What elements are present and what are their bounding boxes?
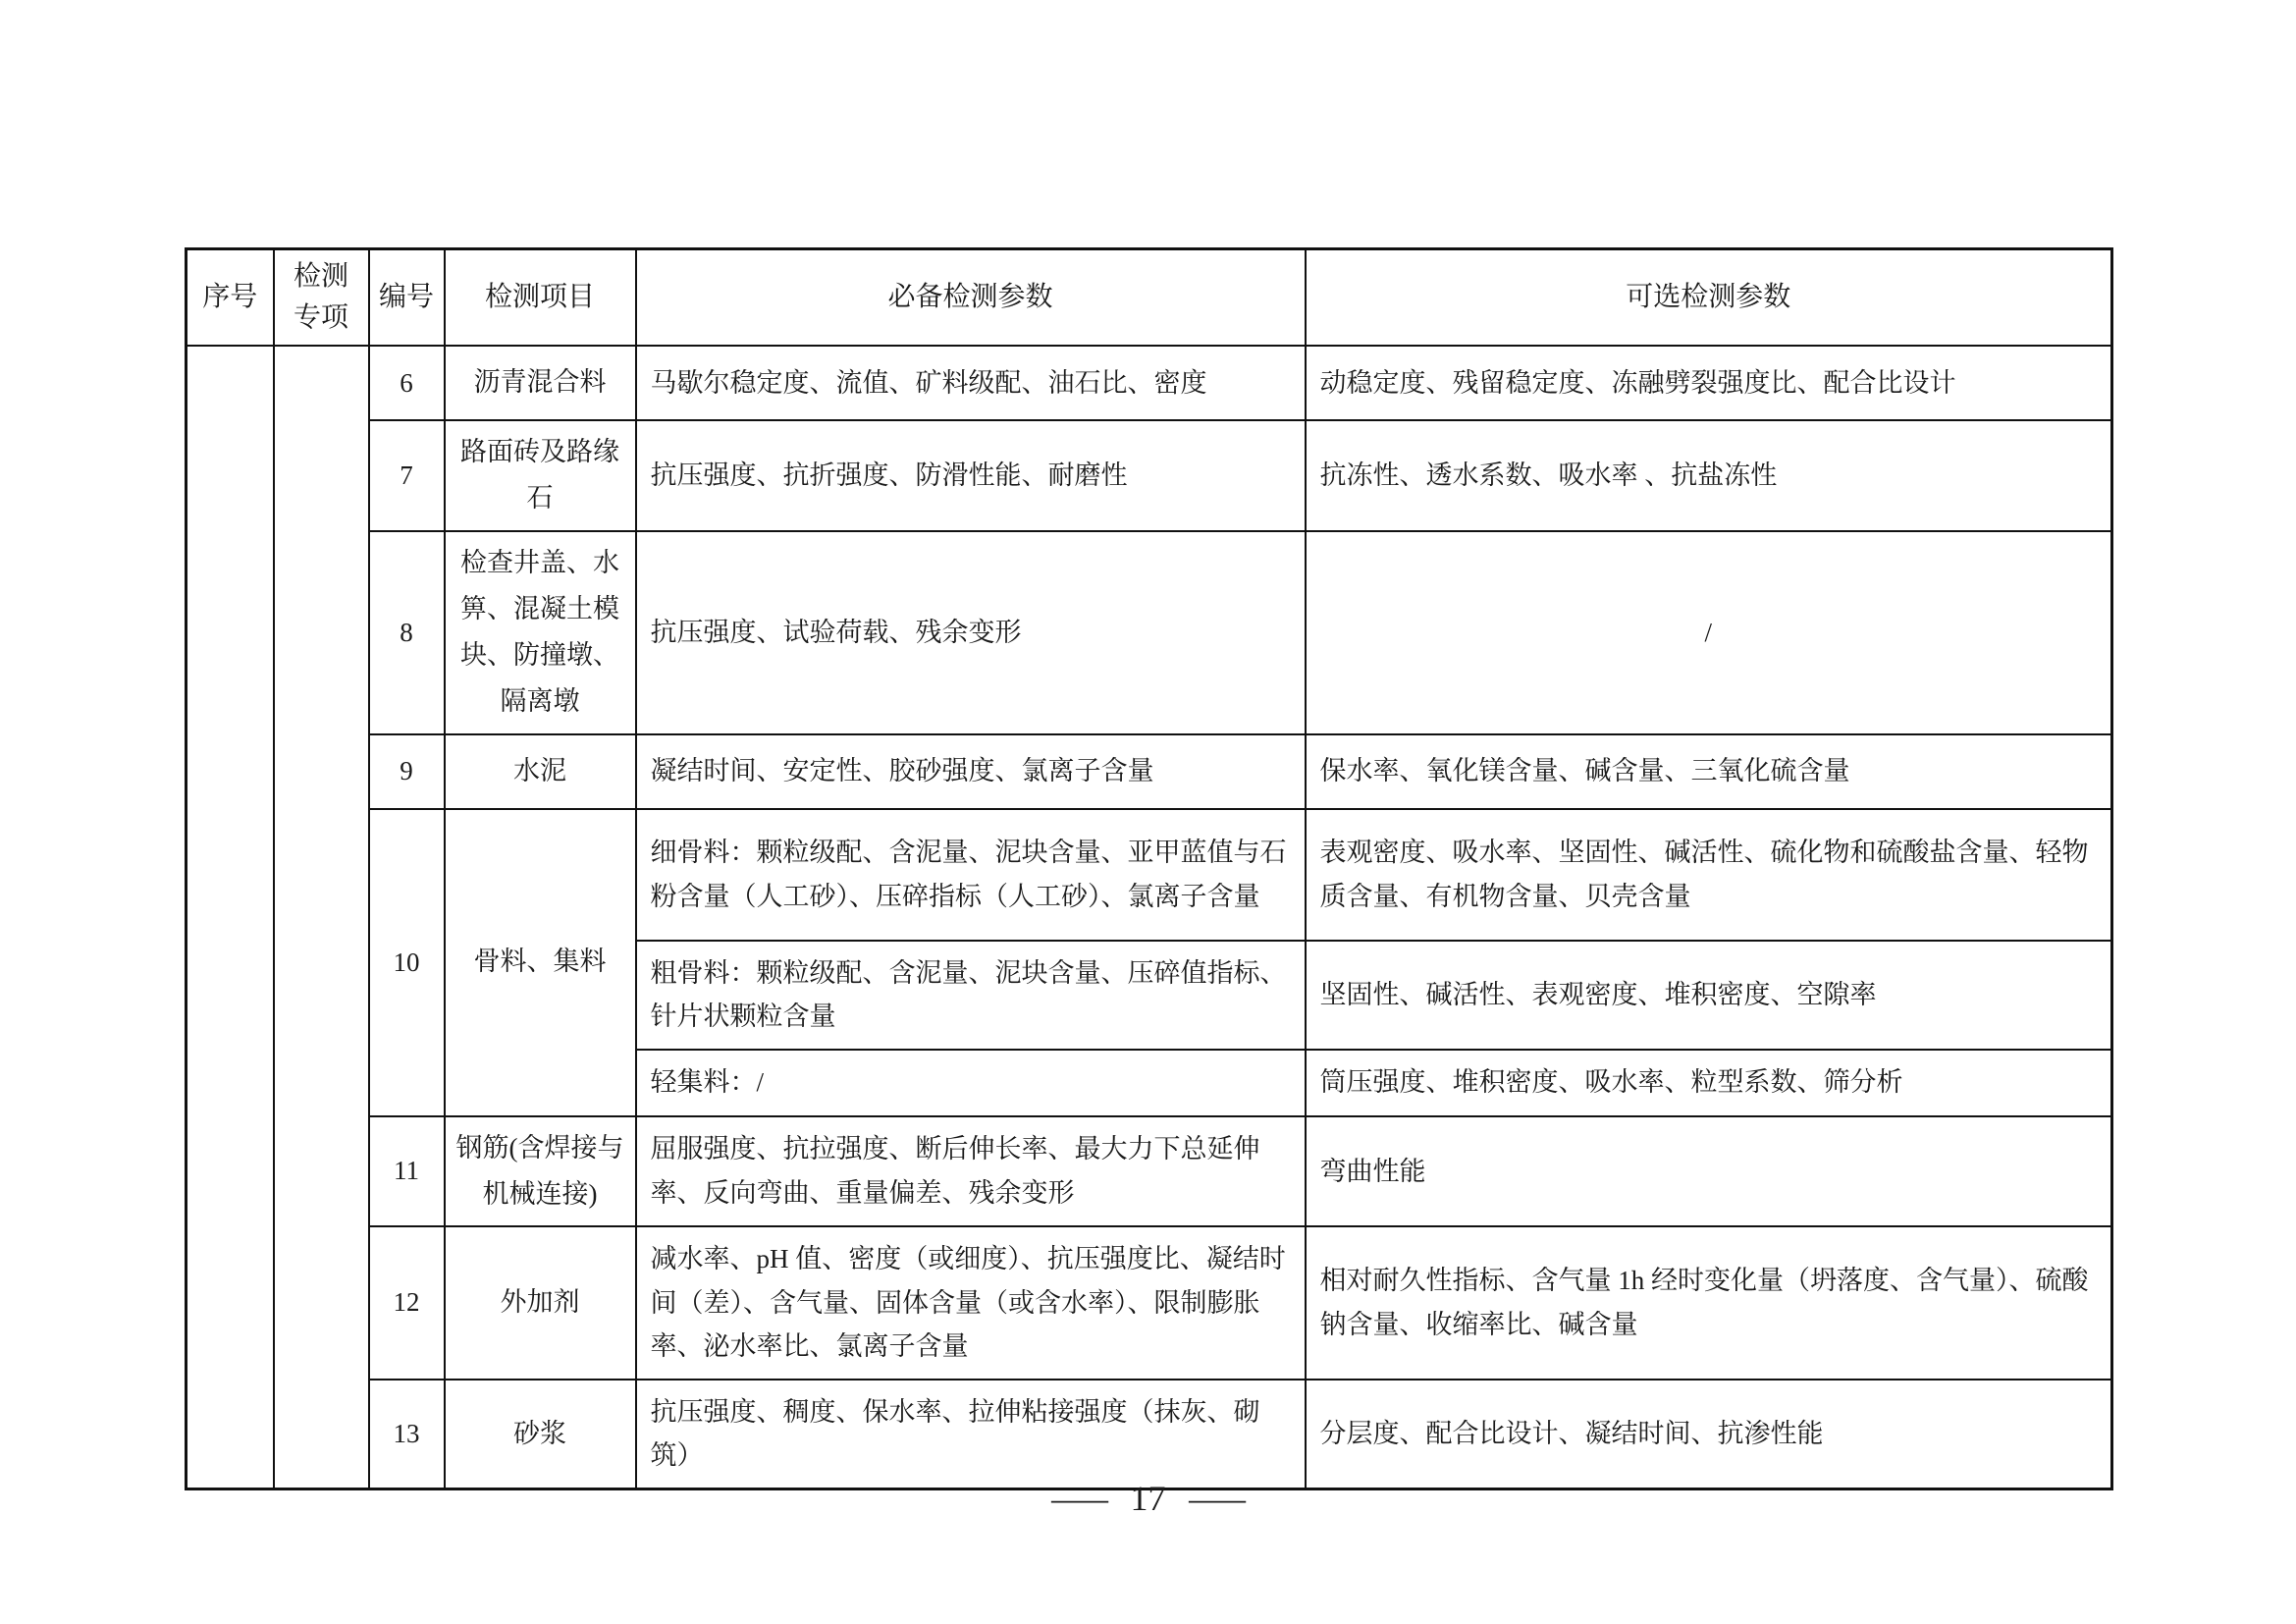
page-number-left-dash: —	[1050, 1479, 1108, 1518]
header-item-number: 编号	[369, 249, 445, 347]
row11-optional: 弯曲性能	[1306, 1116, 2112, 1227]
row7-number: 7	[369, 420, 445, 531]
row10-fine-aggregate-required: 细骨料：颗粒级配、含泥量、泥块含量、亚甲蓝值与石粉含量（人工砂）、压碎指标（人工砂）、氯离子含量	[636, 809, 1306, 941]
row13-optional: 分层度、配合比设计、凝结时间、抗渗性能	[1306, 1380, 2112, 1489]
row7-required: 抗压强度、抗折强度、防滑性能、耐磨性	[636, 420, 1306, 531]
table-row	[187, 734, 2112, 809]
header-optional-parameters: 可选检测参数	[1306, 249, 2112, 347]
table-row	[187, 531, 2112, 734]
row12-optional: 相对耐久性指标、含气量 1h 经时变化量（坍落度、含气量）、硫酸钠含量、收缩率比、碱含量	[1306, 1226, 2112, 1380]
row9-number: 9	[369, 734, 445, 809]
row9-item: 水泥	[445, 734, 636, 809]
table-header-row	[187, 249, 2112, 347]
row11-number: 11	[369, 1116, 445, 1227]
serial-number-empty-cell	[187, 346, 274, 1489]
inspection-parameters-table	[185, 247, 2113, 1490]
row8-item: 检查井盖、水箅、混凝土模块、防撞墩、隔离墩	[445, 531, 636, 734]
row13-number: 13	[369, 1380, 445, 1489]
inspection-specialty-empty-cell	[274, 346, 369, 1489]
row13-item: 砂浆	[445, 1380, 636, 1489]
row10-lightweight-aggregate-required: 轻集料：/	[636, 1050, 1306, 1116]
row12-required: 减水率、pH 值、密度（或细度）、抗压强度比、凝结时间（差）、含气量、固体含量（或含水率）、限制膨胀率、泌水率比、氯离子含量	[636, 1226, 1306, 1380]
row13-required: 抗压强度、稠度、保水率、拉伸粘接强度（抹灰、砌筑）	[636, 1380, 1306, 1489]
table-row	[187, 1116, 2112, 1227]
row6-number: 6	[369, 346, 445, 420]
row6-required: 马歇尔稳定度、流值、矿料级配、油石比、密度	[636, 346, 1306, 420]
row10-coarse-aggregate-optional: 坚固性、碱活性、表观密度、堆积密度、空隙率	[1306, 941, 2112, 1050]
page-number-value: 17	[1130, 1479, 1166, 1518]
row9-optional: 保水率、氧化镁含量、碱含量、三氧化硫含量	[1306, 734, 2112, 809]
row10-coarse-aggregate-required: 粗骨料：颗粒级配、含泥量、泥块含量、压碎值指标、针片状颗粒含量	[636, 941, 1306, 1050]
row10-item: 骨料、集料	[445, 809, 636, 1116]
header-inspection-specialty: 检测专项	[274, 249, 369, 347]
row8-number: 8	[369, 531, 445, 734]
header-required-parameters: 必备检测参数	[636, 249, 1306, 347]
table-row	[187, 420, 2112, 531]
row8-optional: /	[1306, 531, 2112, 734]
row10-lightweight-aggregate-optional: 筒压强度、堆积密度、吸水率、粒型系数、筛分析	[1306, 1050, 2112, 1116]
table-row	[187, 1380, 2112, 1489]
row8-required: 抗压强度、试验荷载、残余变形	[636, 531, 1306, 734]
row12-number: 12	[369, 1226, 445, 1380]
row6-optional: 动稳定度、残留稳定度、冻融劈裂强度比、配合比设计	[1306, 346, 2112, 420]
row12-item: 外加剂	[445, 1226, 636, 1380]
row7-item: 路面砖及路缘石	[445, 420, 636, 531]
header-serial-number: 序号	[187, 249, 274, 347]
row10-fine-aggregate-optional: 表观密度、吸水率、坚固性、碱活性、硫化物和硫酸盐含量、轻物质含量、有机物含量、贝壳含量	[1306, 809, 2112, 941]
row7-optional: 抗冻性、透水系数、吸水率 、抗盐冻性	[1306, 420, 2112, 531]
row11-required: 屈服强度、抗拉强度、断后伸长率、最大力下总延伸率、反向弯曲、重量偏差、残余变形	[636, 1116, 1306, 1227]
header-inspection-item: 检测项目	[445, 249, 636, 347]
table-row	[187, 346, 2112, 420]
row11-item: 钢筋(含焊接与机械连接)	[445, 1116, 636, 1227]
row6-item: 沥青混合料	[445, 346, 636, 420]
table-row	[187, 1226, 2112, 1380]
page-number-right-dash: —	[1188, 1479, 1246, 1518]
page-number	[0, 1478, 2296, 1519]
row10-number: 10	[369, 809, 445, 1116]
table-row	[187, 809, 2112, 941]
row9-required: 凝结时间、安定性、胶砂强度、氯离子含量	[636, 734, 1306, 809]
